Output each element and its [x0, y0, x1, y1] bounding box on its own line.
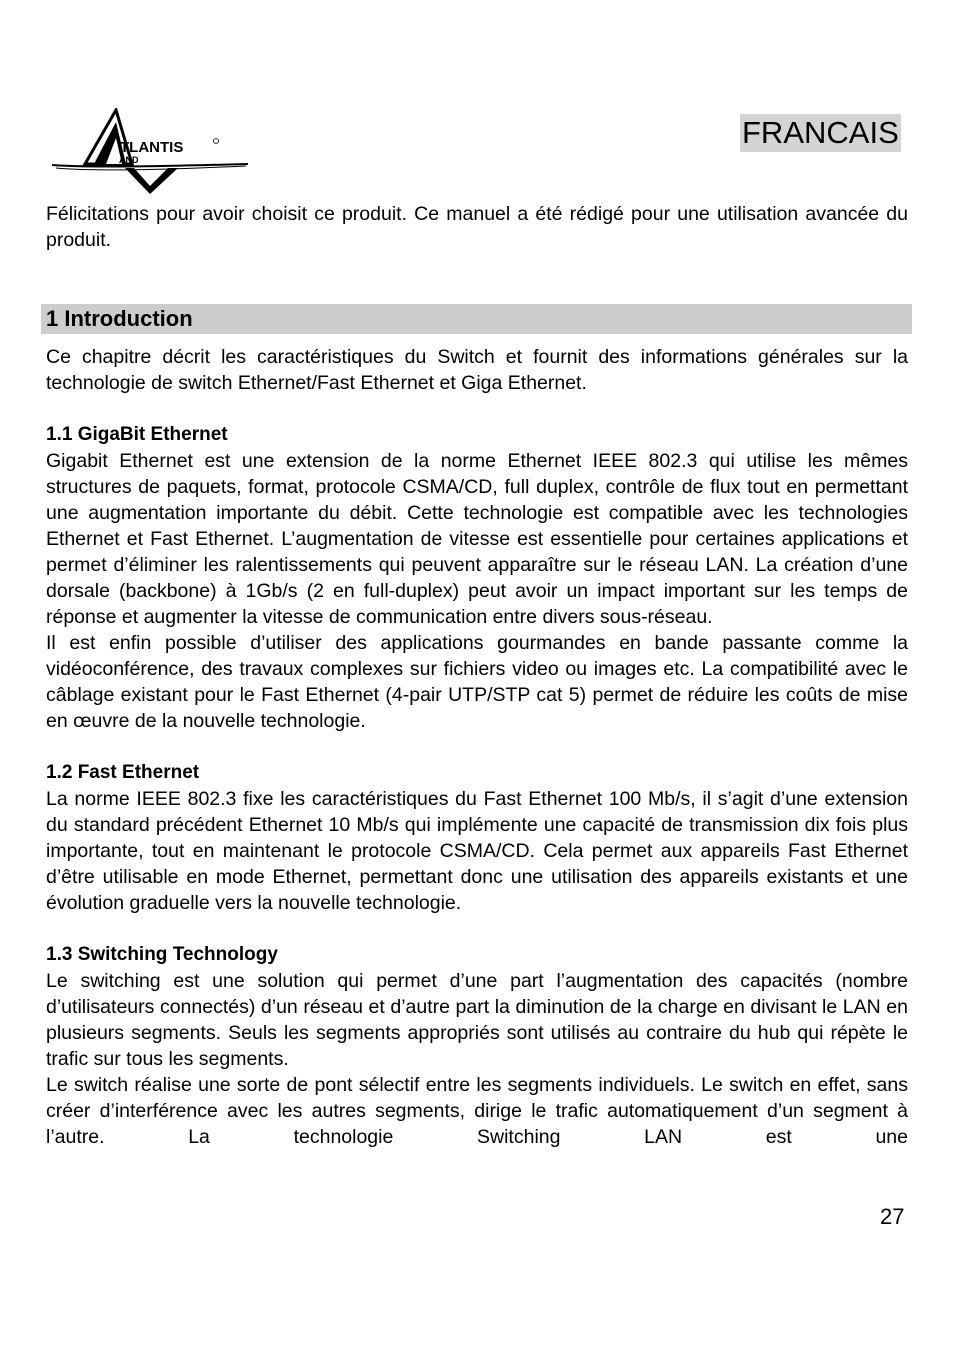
atlantis-logo	[50, 108, 250, 198]
section-1-2-heading: 1.2 Fast Ethernet	[46, 762, 200, 783]
intro-paragraph: Félicitations pour avoir choisit ce produit. Ce manuel a été rédigé pour une utilisation avancée du produit.	[46, 203, 908, 251]
page-content	[46, 201, 908, 1150]
logo-subtext: AND	[119, 155, 139, 165]
section-1-1-paragraph-1: Gigabit Ethernet est une extension de la norme Ethernet IEEE 802.3 qui utilise les mêmes structures de paquets, format, protocole CSMA/CD, full duplex, contrôle de flux tout en permettant une augmentation importante du débit. Cette technologie est compatible avec les technologies Ethernet et Fast Ethernet. L’augmentation de vitesse est essentielle pour certaines applications et permet d’éliminer les ralentissements qui peuvent apparaître sur le réseau LAN. La création d’une dorsale (backbone) à 1Gb/s (2 en full-duplex) peut avoir un impact important sur les temps de réponse et augmenter la vitesse de communication entre divers sous-réseau.	[46, 450, 908, 628]
section-1-3-heading: 1.3 Switching Technology	[46, 944, 278, 965]
section-1-1-heading: 1.1 GigaBit Ethernet	[46, 424, 228, 445]
section-1-3-paragraph-2: Le switch réalise une sorte de pont sélectif entre les segments individuels. Le switch en effet, sans créer d’interférence avec les autres segments, dirige le trafic automatiquement d’un segment à l’autre. La technologie Switching LAN est une	[46, 1074, 908, 1148]
section-1-2-paragraph: La norme IEEE 802.3 fixe les caractéristiques du Fast Ethernet 100 Mb/s, il s’agit d’une extension du standard précédent Ethernet 10 Mb/s qui implémente une capacité de transmission dix fois plus importante, tout en maintenant le protocole CSMA/CD. Cela permet aux appareils Fast Ethernet d’être utilisable en mode Ethernet, permettant donc une utilisation des appareils existants et une évolution graduelle vers la nouvelle technologie.	[46, 788, 908, 914]
section-1-heading: 1 Introduction	[41, 304, 912, 334]
logo-text: TLANTIS	[120, 139, 184, 156]
section-1-1-paragraph-2: Il est enfin possible d’utiliser des applications gourmandes en bande passante comme la vidéoconférence, des travaux complexes sur fichiers video ou images etc. La compatibilité avec le câblage existant pour le Fast Ethernet (4-pair UTP/STP cat 5) permet de réduire les coûts de mise en œuvre de la nouvelle technologie.	[46, 632, 908, 732]
section-1-paragraph: Ce chapitre décrit les caractéristiques du Switch et fournit des informations générales sur la technologie de switch Ethernet/Fast Ethernet et Giga Ethernet.	[46, 346, 908, 394]
language-label: FRANCAIS	[742, 115, 899, 150]
section-1-3-paragraph-1: Le switching est une solution qui permet d’une part l’augmentation des capacités (nombre d’utilisateurs connectés) d’un réseau et d’autre part la diminution de la charge en divisant le LAN en plusieurs segments. Seuls les segments appropriés sont utilisés au contraire du hub qui répète le trafic sur tous les segments.	[46, 970, 908, 1070]
page-number: 27	[880, 1204, 905, 1229]
